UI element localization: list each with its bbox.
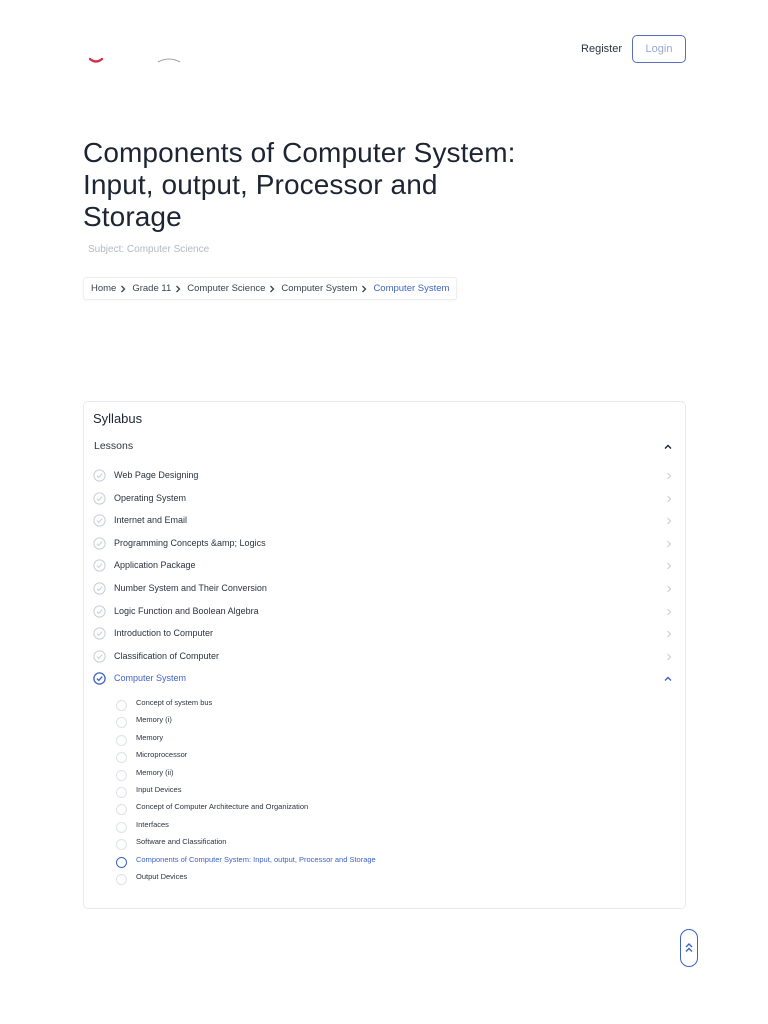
topic-label: Concept of system bus [136, 698, 213, 707]
topic-label: Memory [136, 732, 164, 742]
chevron-right-icon [666, 652, 672, 662]
chevron-right-icon [666, 561, 672, 571]
radio-circle-icon [116, 804, 127, 815]
lesson-item[interactable] [84, 556, 685, 576]
topic-label: Memory (ii) [136, 767, 174, 777]
check-circle-icon [93, 559, 106, 572]
site-logo[interactable] [86, 52, 196, 66]
lesson-item[interactable] [84, 669, 685, 689]
radio-circle-icon [116, 770, 127, 781]
check-circle-icon [93, 650, 106, 663]
chevron-right-icon [175, 284, 181, 294]
chevron-right-icon [361, 284, 367, 294]
lesson-item[interactable] [84, 511, 685, 531]
lesson-item[interactable] [84, 624, 685, 644]
lesson-label: Web Page Designing [114, 470, 199, 480]
lesson-label: Number System and Their Conversion [114, 583, 267, 593]
topic-item[interactable] [84, 782, 685, 798]
syllabus-title: Syllabus [93, 411, 143, 426]
lesson-item[interactable] [84, 534, 685, 554]
breadcrumb-grade[interactable]: Grade 11 [132, 283, 172, 294]
radio-circle-icon [116, 752, 127, 763]
topic-item[interactable] [84, 799, 685, 815]
lesson-label: Logic Function and Boolean Algebra [114, 605, 259, 616]
chevron-right-icon [666, 471, 672, 481]
lesson-label: Operating System [114, 492, 187, 503]
lesson-label: Internet and Email [114, 515, 188, 526]
check-circle-icon [93, 672, 106, 685]
topic-label: Software and Classification [136, 837, 227, 847]
lesson-item[interactable] [84, 579, 685, 599]
syllabus-card [83, 401, 686, 909]
topic-label: Output Devices [136, 872, 188, 881]
topic-item[interactable] [84, 747, 685, 763]
lesson-item[interactable] [84, 489, 685, 509]
lesson-label: Programming Concepts &amp; Logics [114, 537, 266, 548]
header-actions [581, 35, 686, 63]
subject-label: Subject: Computer Science [88, 244, 210, 255]
breadcrumb-unit[interactable]: Computer System [281, 283, 358, 294]
radio-circle-icon [116, 735, 127, 746]
breadcrumb [83, 277, 457, 300]
topic-item[interactable] [84, 852, 685, 868]
check-circle-icon [93, 537, 106, 550]
topic-item[interactable] [84, 869, 685, 885]
lesson-label: Computer System [114, 673, 187, 684]
lesson-item[interactable] [84, 466, 685, 486]
radio-circle-icon [116, 839, 127, 850]
chevron-right-icon [666, 494, 672, 504]
lesson-label: Classification of Computer [114, 650, 220, 661]
chevron-right-icon [666, 584, 672, 594]
check-circle-icon [93, 605, 106, 618]
chevron-up-icon [663, 674, 673, 684]
topic-label: Components of Computer System: Input, output, Processor and Storage [136, 854, 376, 864]
check-circle-icon [93, 492, 106, 505]
page-title: Components of Computer System: Input, output, Processor and Storage [83, 137, 516, 232]
check-circle-icon [93, 514, 106, 527]
topic-label: Microprocessor [136, 750, 188, 760]
lesson-item[interactable] [84, 647, 685, 667]
chevron-right-icon [269, 284, 275, 294]
radio-circle-icon [116, 822, 127, 833]
register-link[interactable]: Register [581, 43, 622, 55]
topic-label: Interfaces [136, 819, 169, 829]
lessons-label: Lessons [94, 440, 134, 452]
breadcrumb-home[interactable]: Home [91, 283, 117, 294]
topic-label: Concept of Computer Architecture and Organization [136, 802, 309, 812]
chevron-right-icon [120, 284, 126, 294]
breadcrumb-subject[interactable]: Computer Science [187, 283, 266, 294]
topic-label: Input Devices [136, 785, 182, 794]
lesson-label: Introduction to Computer [114, 628, 214, 639]
check-circle-icon [93, 627, 106, 640]
lesson-item[interactable] [84, 602, 685, 622]
radio-circle-icon [116, 857, 127, 868]
chevron-right-icon [666, 629, 672, 639]
topic-item[interactable] [84, 730, 685, 746]
lessons-toggle[interactable] [84, 436, 685, 458]
double-chevron-up-icon [684, 941, 694, 955]
login-button[interactable]: Login [632, 35, 686, 63]
breadcrumb-current[interactable]: Computer System [373, 283, 450, 294]
check-circle-icon [93, 469, 106, 482]
radio-circle-icon [116, 717, 127, 728]
radio-circle-icon [116, 700, 127, 711]
topic-item[interactable] [84, 765, 685, 781]
topic-item[interactable] [84, 695, 685, 711]
chevron-up-icon [663, 442, 673, 452]
scroll-to-top-button[interactable] [680, 929, 698, 967]
chevron-right-icon [666, 516, 672, 526]
topic-item[interactable] [84, 712, 685, 728]
radio-circle-icon [116, 874, 127, 885]
topic-label: Memory (i) [136, 715, 172, 725]
check-circle-icon [93, 582, 106, 595]
radio-circle-icon [116, 787, 127, 798]
lesson-label: Application Package [114, 560, 196, 571]
topic-item[interactable] [84, 834, 685, 850]
topic-item[interactable] [84, 817, 685, 833]
chevron-right-icon [666, 539, 672, 549]
chevron-right-icon [666, 607, 672, 617]
